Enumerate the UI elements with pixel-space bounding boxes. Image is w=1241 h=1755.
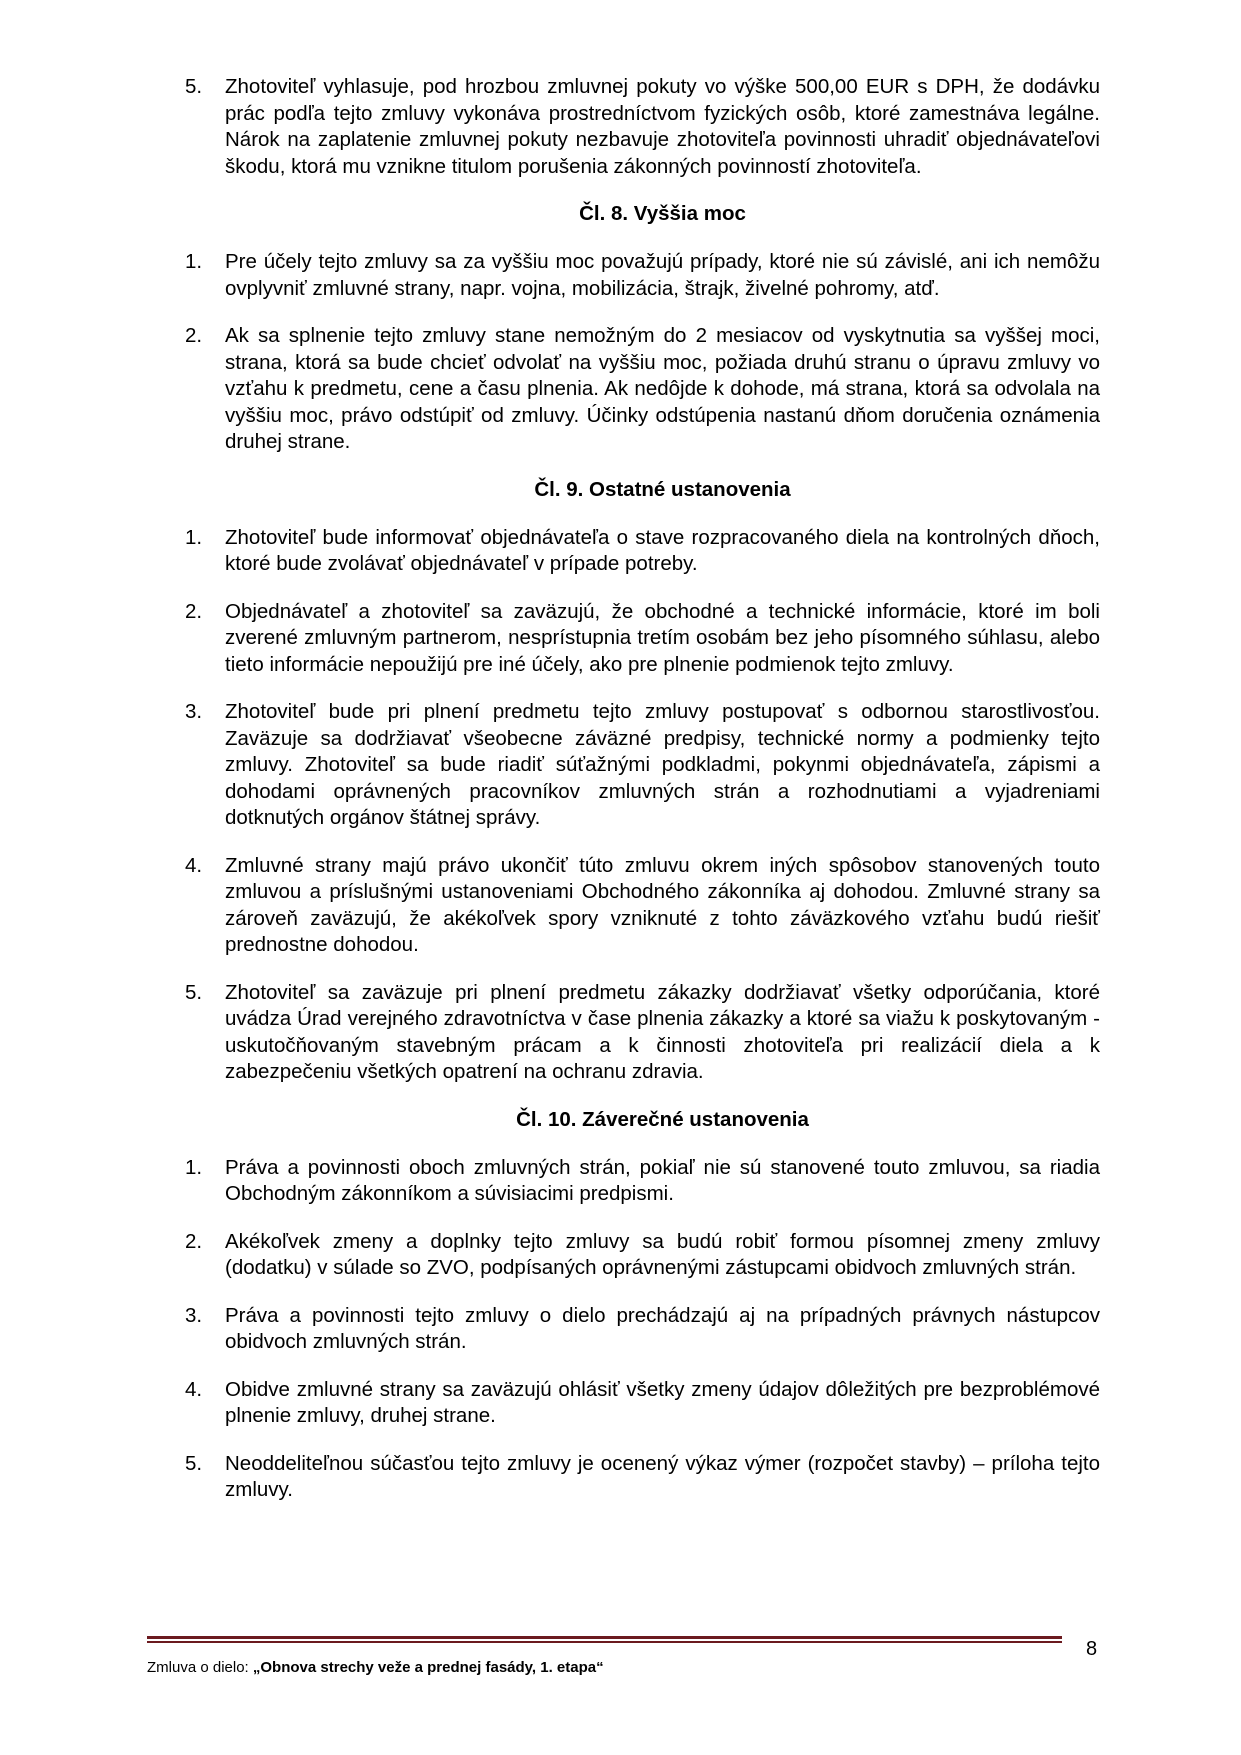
- item-text: Zhotoviteľ vyhlasuje, pod hrozbou zmluvnej pokuty vo výške 500,00 EUR s DPH, že dodávku prác podľa tejto zmluvy vykonáva prostredníctvom fyzických osôb, ktoré zamestnáva legálne. Nárok na zaplatenie zmluvnej pokuty nezbavuje zhotoviteľa povinnosti uhradiť objednávateľovi škodu, ktorá mu vznikne titulom porušenia zákonných povinností zhotoviteľa.: [225, 75, 1100, 178]
- item-text: Zhotoviteľ bude pri plnení predmetu tejto zmluvy postupovať s odbornou starostlivosťou. Zaväzuje sa dodržiavať všeobecne záväzné predpisy, technické normy a podmienky tejto zmluvy. Zhotoviteľ sa bude riadiť súťažnými podkladmi, pokynmi objednávateľa, zápismi a dohodami oprávnených pracovníkov zmluvných strán a rozhodnutiami a vyjadreniami dotknutých orgánov štátnej správy.: [225, 700, 1100, 829]
- footer-caption: [147, 1659, 604, 1677]
- item-number: 5.: [185, 75, 203, 98]
- section-list: [185, 74, 1100, 180]
- list-item: [185, 1155, 1100, 1208]
- list-item: [185, 699, 1100, 832]
- section-heading: Čl. 9. Ostatné ustanovenia: [534, 477, 791, 501]
- item-number: 5.: [185, 1451, 203, 1475]
- item-number: 5.: [185, 980, 203, 1004]
- footer-divider: [147, 1636, 1062, 1643]
- item-number: 4.: [185, 1377, 203, 1401]
- section-list: [185, 1155, 1100, 1504]
- list-item: [185, 1303, 1100, 1356]
- item-text: Akékoľvek zmeny a doplnky tejto zmluvy sa budú robiť formou písomnej zmeny zmluvy (dodatku) v súlade so ZVO, podpísaných oprávnenými zástupcami obidvoch zmluvných strán.: [225, 1229, 1100, 1279]
- item-text: Zhotoviteľ sa zaväzuje pri plnení predmetu zákazky dodržiavať všetky odporúčania, ktoré uvádza Úrad verejného zdravotníctva v čase plnenia zákazky a ktoré sa viažu k poskytovaným - uskutočňovaným stavebným prácam a k činnosti zhotoviteľa pri realizácií diela a k zabezpečeniu všetkých opatrení na ochranu zdravia.: [225, 980, 1100, 1083]
- item-number: 1.: [185, 250, 203, 273]
- list-item: [185, 323, 1100, 456]
- list-item: [185, 74, 1100, 180]
- section-heading: Čl. 10. Záverečné ustanovenia: [516, 1107, 809, 1131]
- list-item: [185, 249, 1100, 302]
- item-text: Neoddeliteľnou súčasťou tejto zmluvy je ocenený výkaz výmer (rozpočet stavby) – príloha tejto zmluvy.: [225, 1451, 1100, 1501]
- item-number: 3.: [185, 1303, 203, 1327]
- footer-title: „Obnova strechy veže a prednej fasády, 1. etapa“: [252, 1659, 604, 1676]
- item-text: Obidve zmluvné strany sa zaväzujú ohlásiť všetky zmeny údajov dôležitých pre bezproblémové plnenie zmluvy, druhej strane.: [225, 1377, 1100, 1427]
- item-text: Objednávateľ a zhotoviteľ sa zaväzujú, že obchodné a technické informácie, ktoré im boli zverené zmluvným partnerom, nesprístupnia tretím osobám bez jeho písomného súhlasu, alebo tieto informácie nepoužijú pre iné účely, ako pre plnenie podmienok tejto zmluvy.: [225, 599, 1100, 676]
- item-number: 1.: [185, 1155, 203, 1179]
- item-number: 3.: [185, 700, 203, 723]
- list-item: [185, 980, 1100, 1086]
- section-list: [185, 249, 1100, 456]
- item-text: Práva a povinnosti tejto zmluvy o dielo prechádzajú aj na prípadných právnych nástupcov obidvoch zmluvných strán.: [225, 1303, 1100, 1353]
- item-text: Práva a povinnosti oboch zmluvných strán, pokiaľ nie sú stanovené touto zmluvou, sa riadia Obchodným zákonníkom a súvisiacimi predpismi.: [225, 1155, 1100, 1205]
- list-item: [185, 853, 1100, 959]
- list-item: [185, 1451, 1100, 1504]
- page-number: 8: [1086, 1638, 1098, 1660]
- section-heading: Čl. 8. Vyššia moc: [579, 202, 746, 225]
- list-item: [185, 1377, 1100, 1430]
- item-text: Ak sa splnenie tejto zmluvy stane nemožným do 2 mesiacov od vyskytnutia sa vyššej moci, strana, ktorá sa bude chcieť odvolať na vyššiu moc, požiada druhú stranu o úpravu zmluvy vo vzťahu k predmetu, cene a času plnenia. Ak nedôjde k dohode, má strana, ktorá sa odvolala na vyššiu moc, právo odstúpiť od zmluvy. Účinky odstúpenia nastanú dňom doručenia oznámenia druhej strane.: [225, 324, 1100, 453]
- section-list: [185, 525, 1100, 1086]
- item-number: 2.: [185, 599, 203, 623]
- list-item: [185, 525, 1100, 578]
- list-item: [185, 1229, 1100, 1282]
- item-text: Zmluvné strany majú právo ukončiť túto zmluvu okrem iných spôsobov stanovených touto zmluvou a príslušnými ustanoveniami Obchodného zákonníka aj dohodou. Zmluvné strany sa zároveň zaväzujú, že akékoľvek spory vzniknuté z tohto záväzkového vzťahu budú riešiť prednostne dohodou.: [225, 853, 1100, 956]
- item-number: 2.: [185, 1229, 203, 1253]
- item-text: Pre účely tejto zmluvy sa za vyššiu moc považujú prípady, ktoré nie sú závislé, ani ich nemôžu ovplyvniť zmluvné strany, napr. vojna, mobilizácia, štrajk, živelné pohromy, atď.: [225, 250, 1100, 300]
- item-text: Zhotoviteľ bude informovať objednávateľa o stave rozpracovaného diela na kontrolných dňoch, ktoré bude zvolávať objednávateľ v prípade potreby.: [225, 525, 1100, 575]
- item-number: 2.: [185, 324, 203, 347]
- item-number: 4.: [185, 853, 203, 877]
- list-item: [185, 599, 1100, 679]
- item-number: 1.: [185, 525, 203, 549]
- document-body: [185, 74, 1100, 1525]
- footer-prefix: Zmluva o dielo:: [147, 1659, 253, 1676]
